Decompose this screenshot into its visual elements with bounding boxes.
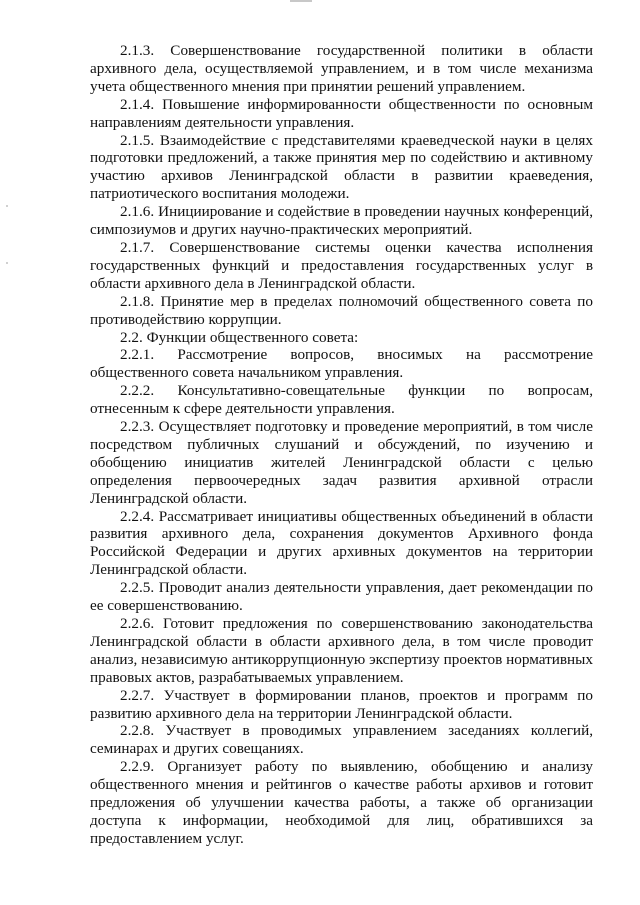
paragraph-2-2-4: 2.2.4. Рассматривает инициативы общественных объединений в области развития архивного дела, сохранения документов Архивного фонда Российской Федерации и других архивных документов на территории Ленинградской области. bbox=[90, 507, 593, 579]
paragraph-2-2-9: 2.2.9. Организует работу по выявлению, обобщению и анализу общественного мнения и рейтингов о качестве работы архивов и готовит предложения об улучшении качества работы, а также об организации доступа к информации, необходимой для лиц, обратившихся за предоставлением услуг. bbox=[90, 758, 593, 847]
paragraph-2-2-6: 2.2.6. Готовит предложения по совершенствованию законодательства Ленинградской области в области архивного дела, в том числе проводит анализ, независимую антикоррупционную экспертизу проектов нормативных правовых актов, разрабатываемых управлением. bbox=[90, 615, 593, 686]
scan-artifact bbox=[6, 205, 8, 207]
document-body bbox=[90, 42, 593, 848]
paragraph-2-2-5: 2.2.5. Проводит анализ деятельности управления, дает рекомендации по ее совершенствованию. bbox=[90, 579, 593, 615]
paragraph-2-2-1: 2.2.1. Рассмотрение вопросов, вносимых на рассмотрение общественного совета начальником управления. bbox=[90, 346, 593, 382]
scan-artifact bbox=[290, 0, 312, 2]
paragraph-2-2: 2.2. Функции общественного совета: bbox=[120, 328, 359, 346]
paragraph-2-1-6: 2.1.6. Инициирование и содействие в проведении научных конференций, симпозиумов и других научно-практических мероприятий. bbox=[90, 203, 593, 239]
paragraph-2-1-5: 2.1.5. Взаимодействие с представителями краеведческой науки в целях подготовки предложений, а также принятия мер по содействию и активному участию архивов Ленинградской области в развитии краеведения, патриотического воспитания молодежи. bbox=[90, 131, 593, 203]
paragraph-2-1-8: 2.1.8. Принятие мер в пределах полномочий общественного совета по противодействию коррупции. bbox=[90, 292, 593, 328]
paragraph-2-2-7: 2.2.7. Участвует в формировании планов, проектов и программ по развитию архивного дела на территории Ленинградской области. bbox=[90, 686, 593, 722]
paragraph-2-2-2: 2.2.2. Консультативно-совещательные функции по вопросам, отнесенным к сфере деятельности управления. bbox=[90, 382, 593, 418]
scan-artifact bbox=[6, 262, 8, 264]
paragraph-2-1-7: 2.1.7. Совершенствование системы оценки качества исполнения государственных функций и предоставления государственных услуг в области архивного дела в Ленинградской области. bbox=[90, 238, 593, 292]
paragraph-2-1-4: 2.1.4. Повышение информированности общественности по основным направлениям деятельности управления. bbox=[90, 95, 593, 131]
paragraph-2-2-3: 2.2.3. Осуществляет подготовку и проведение мероприятий, в том числе посредством публичных слушаний и обсуждений, по изучению и обобщению инициатив жителей Ленинградской области с целью определения первоочередных задач развития архивной отрасли Ленинградской области. bbox=[90, 418, 593, 507]
paragraph-2-1-3: 2.1.3. Совершенствование государственной политики в области архивного дела, осуществляемой управлением, и в том числе механизма учета общественного мнения при принятии решений управлением. bbox=[90, 42, 593, 95]
paragraph-2-2-8: 2.2.8. Участвует в проводимых управлением заседаниях коллегий, семинарах и других совещаниях. bbox=[90, 722, 593, 758]
